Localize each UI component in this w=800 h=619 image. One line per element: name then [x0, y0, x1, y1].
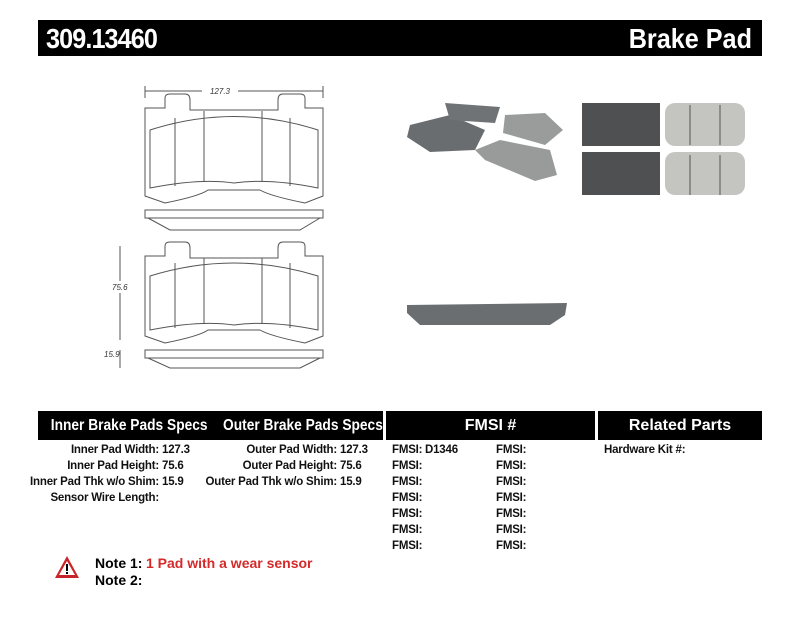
pad-technical-drawing	[104, 78, 340, 368]
inner-specs-header	[38, 411, 210, 440]
inner-spec-value: 15.9	[162, 476, 184, 488]
part-number: 309.13460	[46, 23, 158, 54]
related-parts-header: Related Parts	[598, 411, 762, 440]
fmsi-header: FMSI #	[386, 411, 595, 440]
fmsi-label: FMSI:	[392, 508, 423, 520]
fmsi-label: FMSI:	[392, 540, 423, 552]
fmsi-label: FMSI:	[392, 476, 423, 488]
note1-text: 1 Pad with a wear sensor	[146, 555, 313, 571]
height-dimension: 75.6	[112, 283, 128, 292]
fmsi-label: FMSI:	[392, 444, 423, 456]
fmsi-label: FMSI:	[496, 524, 527, 536]
fmsi-label: FMSI:	[392, 492, 423, 504]
outer-spec-label: Outer Pad Thk w/o Shim:	[205, 476, 337, 488]
title-bar	[38, 20, 762, 56]
outer-specs-title: Outer Brake Pads Specs	[223, 417, 383, 434]
inner-spec-label: Inner Pad Thk w/o Shim:	[30, 476, 159, 488]
related-part-label: Hardware Kit #:	[604, 444, 686, 456]
outer-spec-value: 15.9	[340, 476, 362, 488]
fmsi-label: FMSI:	[496, 444, 527, 456]
product-type: Brake Pad	[628, 23, 752, 54]
outer-spec-value: 75.6	[340, 460, 362, 472]
outer-spec-value: 127.3	[340, 444, 368, 456]
fmsi-value: D1346	[425, 444, 458, 456]
inner-specs-title: Inner Brake Pads Specs	[50, 417, 208, 434]
thickness-dimension: 15.9	[104, 350, 120, 359]
outer-spec-label: Outer Pad Width:	[246, 444, 337, 456]
inner-spec-label: Inner Pad Height:	[67, 460, 159, 472]
fmsi-label: FMSI:	[496, 540, 527, 552]
product-photo-grid	[580, 95, 755, 195]
inner-spec-label: Inner Pad Width:	[70, 444, 159, 456]
product-photo-set	[395, 95, 575, 325]
outer-specs-header	[210, 411, 383, 440]
fmsi-label: FMSI:	[392, 524, 423, 536]
fmsi-label: FMSI:	[496, 492, 527, 504]
note2-label: Note 2:	[95, 572, 143, 588]
fmsi-label: FMSI:	[392, 460, 423, 472]
fmsi-label: FMSI:	[496, 476, 527, 488]
warning-triangle-icon	[54, 555, 80, 579]
inner-spec-value: 75.6	[162, 460, 184, 472]
outer-spec-label: Outer Pad Height:	[242, 460, 337, 472]
note1-label: Note 1:	[95, 555, 143, 571]
width-dimension: 127.3	[209, 87, 231, 96]
inner-spec-value: 127.3	[162, 444, 190, 456]
inner-spec-label: Sensor Wire Length:	[50, 492, 159, 504]
fmsi-label: FMSI:	[496, 460, 527, 472]
fmsi-label: FMSI:	[496, 508, 527, 520]
